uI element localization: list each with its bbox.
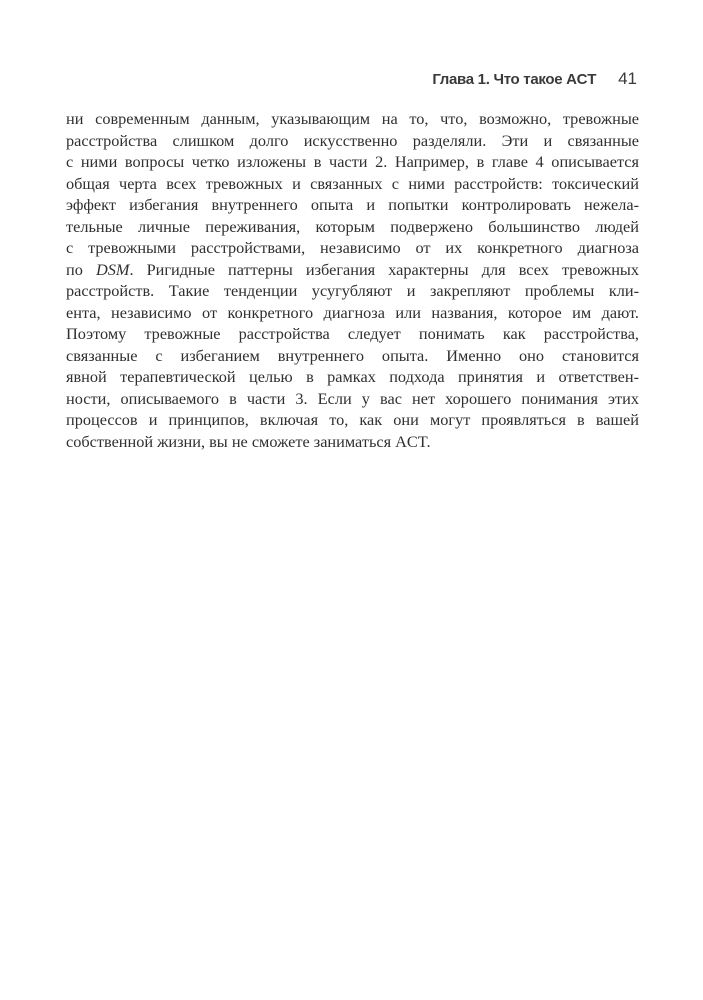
text-line: тельные личные переживания, которым подвержено большинство людей	[66, 216, 639, 236]
dsm-italic-term: DSM	[95, 259, 130, 279]
text-line: ента, независимо от конкретного диагноза или названия, которое им дают.	[66, 302, 639, 322]
text-line: эффект избегания внутреннего опыта и попытки контролировать нежела-	[66, 195, 639, 214]
text-fragment: по	[66, 259, 83, 279]
text-line: Поэтому тревожные расстройства следует понимать как расстройства,	[66, 324, 639, 343]
text-fragment: . Ригидные паттерны избегания характерны для всех тревожных	[129, 259, 640, 279]
text-line: расстройств. Такие тенденции усугубляют и закрепляют проблемы кли-	[66, 281, 639, 300]
text-line: ни современным данным, указывающим на то, что, возможно, тревожные	[66, 109, 639, 128]
text-line: ности, описываемого в части 3. Если у вас нет хорошего понимания этих	[66, 388, 639, 408]
text-line: собственной жизни, вы не сможете заниматься ACT.	[66, 431, 431, 451]
text-line: с ними вопросы четко изложены в части 2. Например, в главе 4 описывается	[66, 152, 639, 171]
text-line: явной терапевтической целью в рамках подхода принятия и ответствен-	[66, 367, 639, 386]
text-line: связанные с избеганием внутреннего опыта. Именно оно становится	[66, 345, 639, 365]
page-number: 41	[618, 69, 637, 88]
running-header	[432, 69, 637, 89]
chapter-title: Глава 1. Что такое ACT	[432, 71, 597, 88]
text-line: с тревожными расстройствами, независимо от их конкретного диагноза	[66, 238, 639, 257]
text-line: общая черта всех тревожных и связанных с ними расстройств: токсический	[66, 173, 639, 193]
text-line-with-italic	[66, 259, 639, 281]
text-line: расстройства слишком долго искусственно разделяли. Эти и связанные	[66, 130, 639, 150]
text-line: процессов и принципов, включая то, как они могут проявляться в вашей	[66, 410, 639, 429]
body-paragraph	[66, 108, 639, 452]
